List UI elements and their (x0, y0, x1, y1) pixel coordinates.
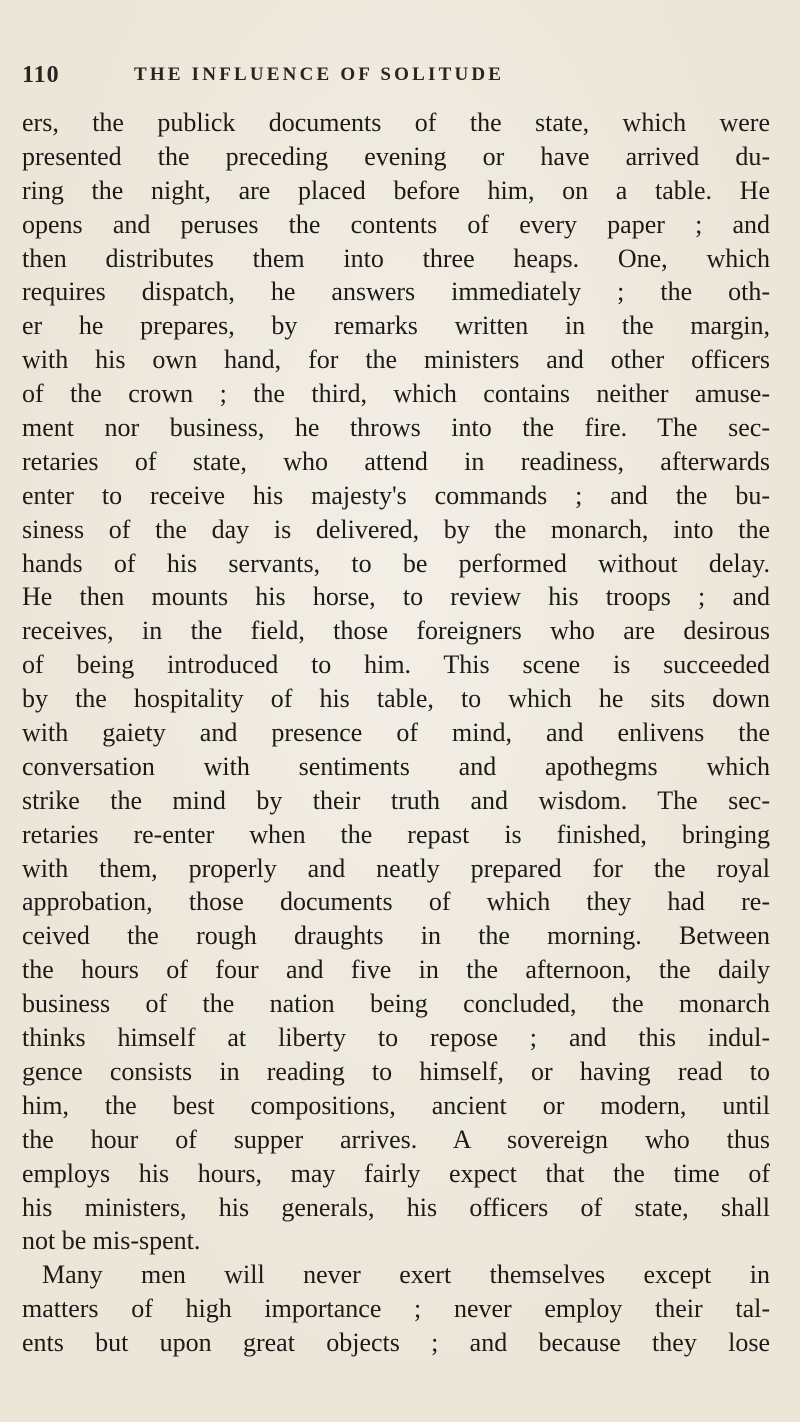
text-line: with them, properly and neatly prepared for the royal (22, 853, 770, 883)
text-line: then distributes them into three heaps. One, which (22, 243, 770, 273)
text-line: thinks himself at liberty to repose ; and this indul- (22, 1023, 770, 1053)
text-line: by the hospitality of his table, to which he sits down (22, 684, 770, 714)
text-line: opens and peruses the contents of every paper ; and (22, 209, 770, 239)
text-line: retaries re-enter when the repast is finished, bringing (22, 819, 770, 849)
text-line: er he prepares, by remarks written in the margin, (22, 311, 770, 341)
text-line: matters of high importance ; never employ their tal- (22, 1294, 770, 1324)
text-line: ents but upon great objects ; and because they lose (22, 1328, 770, 1358)
text-line: ers, the publick documents of the state, which were (22, 108, 770, 137)
text-line: receives, in the field, those foreigners who are desirous (22, 616, 770, 646)
text-line: his ministers, his generals, his officers of state, shall (22, 1192, 770, 1222)
text-line: enter to receive his majesty's commands ; and the bu- (22, 480, 770, 510)
text-line: approbation, those documents of which they had re- (22, 887, 770, 917)
text-line: with his own hand, for the ministers and other officers (22, 345, 770, 375)
text-line: ceived the rough draughts in the morning. Between (22, 921, 770, 951)
text-line: presented the preceding evening or have arrived du- (22, 141, 770, 171)
text-line: gence consists in reading to himself, or having read to (22, 1056, 770, 1086)
text-line: hands of his servants, to be performed without delay. (22, 548, 770, 578)
text-line: the hours of four and five in the afternoon, the daily (22, 955, 770, 985)
text-line: strike the mind by their truth and wisdom. The sec- (22, 785, 770, 815)
running-head (22, 62, 760, 92)
running-title: THE INFLUENCE OF SOLITUDE (134, 64, 505, 85)
text-line: He then mounts his horse, to review his troops ; and (22, 582, 770, 612)
text-line: conversation with sentiments and apothegms which (22, 751, 770, 781)
text-line: employs his hours, may fairly expect that the time of (22, 1158, 770, 1188)
text-line: of being introduced to him. This scene is succeeded (22, 650, 770, 680)
text-line: siness of the day is delivered, by the monarch, into the (22, 514, 770, 544)
text-line: with gaiety and presence of mind, and enlivens the (22, 718, 770, 748)
page-number: 110 (22, 62, 60, 88)
body-text (22, 106, 770, 1360)
text-line: not be mis-spent. (22, 1226, 201, 1256)
text-line: ment nor business, he throws into the fire. The sec- (22, 413, 770, 443)
text-line: of the crown ; the third, which contains neither amuse- (22, 379, 770, 409)
text-line: the hour of supper arrives. A sovereign who thus (22, 1124, 770, 1154)
text-line: business of the nation being concluded, the monarch (22, 989, 770, 1019)
text-line: ring the night, are placed before him, on a table. He (22, 175, 770, 205)
text-line: retaries of state, who attend in readiness, afterwards (22, 446, 770, 476)
text-line: requires dispatch, he answers immediately ; the oth- (22, 277, 770, 307)
text-line: Many men will never exert themselves except in (42, 1260, 770, 1290)
text-line: him, the best compositions, ancient or modern, until (22, 1090, 770, 1120)
